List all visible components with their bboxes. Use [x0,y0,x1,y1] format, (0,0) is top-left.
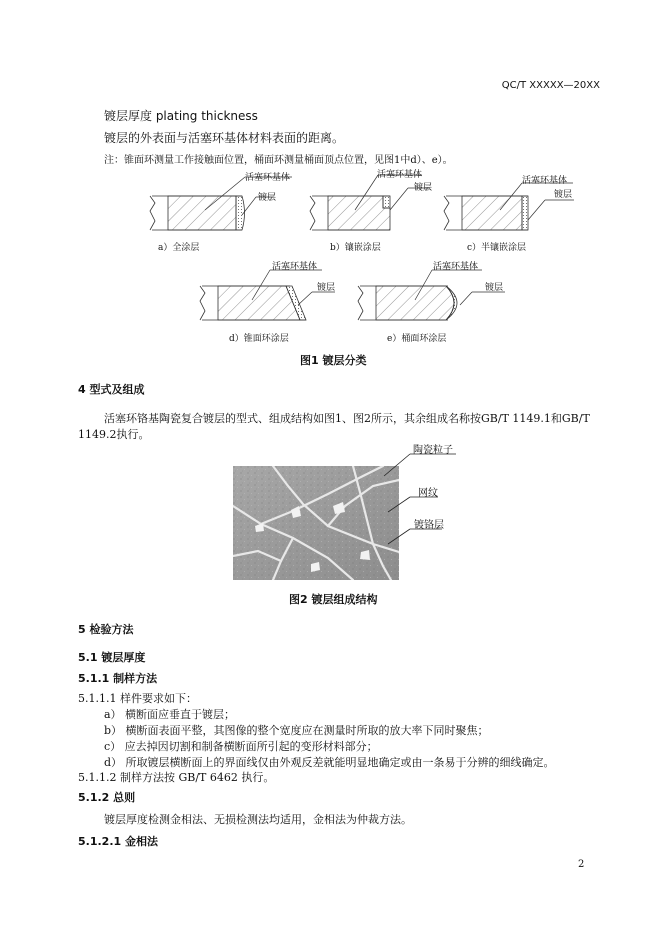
panel-e-plating-label: 镀层 [485,283,504,293]
panel-c-caption: c）半镶嵌涂层 [467,243,527,253]
section5-1-1-2: 5.1.1.2 制样方法按 GB/T 6462 执行。 [78,771,275,784]
panel-d-base-label: 活塞环基体 [272,262,318,272]
panel-a-plating-label: 镀层 [258,193,277,203]
list-item-b: b） 横断面表面平整，其图像的整个宽度应在测量时所取的放大率下同时聚焦； [104,724,489,737]
term-title: 镀层厚度 plating thickness [104,109,258,123]
figure2-micrograph [233,466,399,580]
term-definition: 镀层的外表面与活塞环基体材料表面的距离。 [104,131,345,145]
figure2-label-ceramic: 陶瓷粒子 [413,445,453,456]
section5-1-1-heading: 5.1.1 制样方法 [78,672,158,685]
section4-para-line1: 活塞环铬基陶瓷复合镀层的型式、组成结构如图1、图2所示，其余组成名称按GB/T 1149.1和GB/T [104,412,590,425]
list-item-c: c） 应去掉因切割和制备横断面所引起的变形材料部分； [104,740,378,753]
page-number: 2 [578,859,585,870]
list-item-d: d） 所取镀层横断面上的界面线仅由外观反差就能明显地确定或由一条易于分辨的细线确定。 [104,756,555,769]
panel-a-diagram [150,177,292,230]
section4-heading: 4 型式及组成 [78,383,145,396]
section5-1-2-text: 镀层厚度检测金相法、无损检测法均适用，金相法为仲裁方法。 [104,813,412,826]
panel-e-caption: e）桶面环涂层 [387,334,447,344]
panel-c-base-label: 活塞环基体 [522,176,568,186]
panel-d-plating-label: 镀层 [317,283,336,293]
section5-1-1-1-heading: 5.1.1.1 样件要求如下： [78,692,197,705]
list-item-a: a） 横断面应垂直于镀层； [104,708,236,721]
panel-e-base-label: 活塞环基体 [433,262,479,272]
term-note: 注：锥面环测量工作接触面位置，桶面环测量桶面顶点位置，见图1中d）、e）。 [104,155,453,166]
section5-1-2-1-heading: 5.1.2.1 金相法 [78,835,158,848]
panel-c-plating-label: 镀层 [554,190,573,200]
panel-e-diagram [358,270,505,320]
panel-b-caption: b）镶嵌涂层 [330,243,381,253]
doc-code: QC/T XXXXX—20XX [501,80,600,91]
section5-1-2-heading: 5.1.2 总则 [78,791,136,804]
panel-d-caption: d）锥面环涂层 [229,334,289,344]
section5-1-heading: 5.1 镀层厚度 [78,651,146,664]
panel-a-caption: a）全涂层 [158,243,200,253]
section4-para-line2: 1149.2执行。 [78,428,150,441]
figure2-label-chrome: 镀铬层 [414,520,444,531]
panel-a-base-label: 活塞环基体 [245,173,291,183]
panel-d-diagram [200,270,335,320]
panel-b-base-label: 活塞环基体 [377,170,423,180]
section5-heading: 5 检验方法 [78,623,134,636]
figure1-caption: 图1 镀层分类 [300,354,367,367]
figure2-label-mesh: 网纹 [418,488,438,499]
panel-b-plating-label: 镀层 [414,183,433,193]
panel-b-diagram [310,175,433,230]
figure2-caption: 图2 镀层组成结构 [289,593,378,606]
